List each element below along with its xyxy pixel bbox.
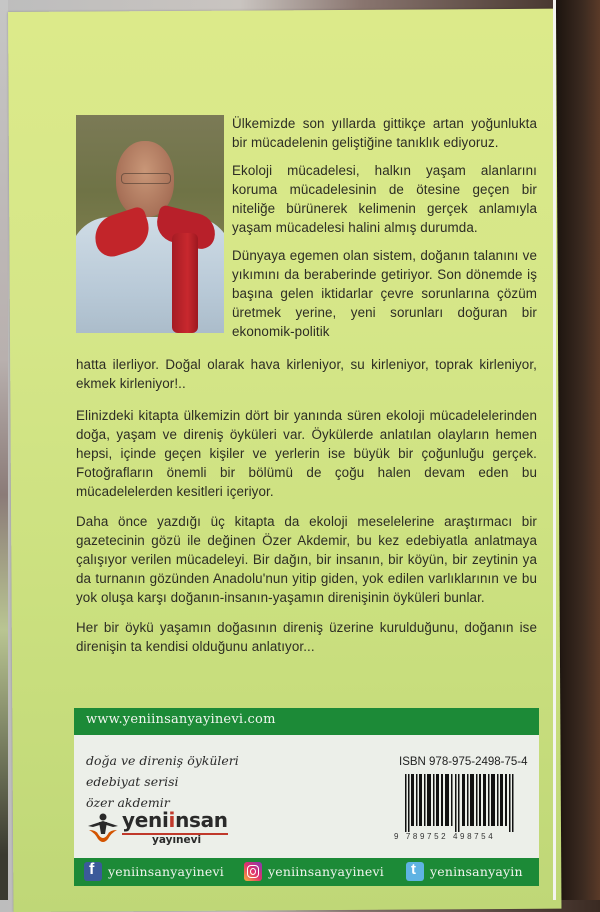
- publisher-logo: [86, 808, 226, 848]
- publisher-figure-icon: [86, 812, 120, 842]
- cover-edge: [553, 0, 556, 900]
- book-meta: [86, 750, 239, 813]
- barcode-digits: 9 789752 498754: [394, 832, 496, 841]
- author-name: özer akdemir: [86, 795, 170, 810]
- author-photo: [76, 115, 224, 333]
- blurb-paragraph-2: Ekoloji mücadelesi, halkın yaşam alanlarını koruma mücadelesinin de ötesine geçen bir niteliğe bürünerek kelimenin gerçek anlamıyla yaşam mücadelesi halini almış durumda.: [232, 163, 537, 235]
- publisher-name: yeniinsan: [122, 808, 228, 832]
- blurb-paragraph-3-cont: hatta ilerliyor. Doğal olarak hava kirleniyor, su kirleniyor, toprak kirleniyor, ekmek kirleniyor!..: [76, 357, 537, 391]
- social-twitter[interactable]: [406, 862, 523, 881]
- instagram-icon: [244, 862, 262, 881]
- photo-glasses: [121, 173, 171, 184]
- series-name: doğa ve direniş öyküleri: [86, 753, 239, 768]
- blurb-paragraph-1: Ülkemizde son yıllarda gittikçe artan yoğunlukta bir mücadelenin geliştiğine tanıklık ediyoruz.: [232, 116, 537, 150]
- background-right: [556, 0, 600, 900]
- blurb-paragraph-3: Dünyaya egemen olan sistem, doğanın talanını ve yıkımını da beraberinde getiriyor. Son dönemde iş başına gelen iktidarlar çevre sorunlarına çözüm üretmek yerine, yeni sorunları doğuran bir ekonomik-politik: [232, 248, 537, 339]
- barcode-icon: [405, 774, 517, 832]
- publisher-subtitle: yayınevi: [152, 834, 202, 846]
- blurb-full-width: [76, 355, 537, 665]
- instagram-handle: yeniinsanyayinevi: [268, 864, 384, 879]
- facebook-handle: yeniinsanyayinevi: [108, 864, 224, 879]
- publisher-website-link[interactable]: www.yeniinsanyayinevi.com: [86, 712, 276, 727]
- photo-scarf: [172, 233, 198, 333]
- facebook-icon: [84, 862, 102, 881]
- twitter-handle: yeninsanyayin: [430, 864, 523, 879]
- website-bar: [74, 708, 539, 735]
- blurb-paragraph-5: Daha önce yazdığı üç kitapta da ekoloji meselelerine araştırmacı bir gazetecinin gözü ile değinen Özer Akdemir, bu kez edebiyatla anlatmaya çalışıyor verilen mücadeleyi. Bir dağın, bir insanın, bir köyün, bir zeytinin ya da turnanın gözünden Anadolu'nun yitip giden, yok edilen varlıklarının ve bu yok oluşa karşı doğanın-insanın-yaşamın direnişinin öyküleri bunlar.: [76, 514, 537, 605]
- background-left: [0, 0, 8, 900]
- blurb-column-right: [232, 114, 537, 341]
- twitter-icon: [406, 862, 424, 881]
- isbn-label: ISBN 978-975-2498-75-4: [399, 756, 528, 768]
- social-bar: [74, 858, 539, 886]
- series-type: edebiyat serisi: [86, 774, 179, 789]
- blurb-paragraph-4: Elinizdeki kitapta ülkemizin dört bir yanında süren ekoloji mücadelelerinden doğa, yaşam ve direniş öyküleri var. Öykülerde anlatılan olayların hemen hepsi, içinde geçen kişiler ve yerlerin ise büyük bir çoğunluğu gerçek. Fotoğrafların önemli bir bölümü de çoğu halen devam eden bu mücadelelerden kesitleri içeriyor.: [76, 408, 537, 499]
- blurb-paragraph-6: Her bir öykü yaşamın doğasının direniş üzerine kurulduğunu, doğanın ise direnişin ta kendisi olduğunu anlatıyor...: [76, 620, 537, 654]
- social-instagram[interactable]: [244, 862, 384, 881]
- social-facebook[interactable]: [84, 862, 224, 881]
